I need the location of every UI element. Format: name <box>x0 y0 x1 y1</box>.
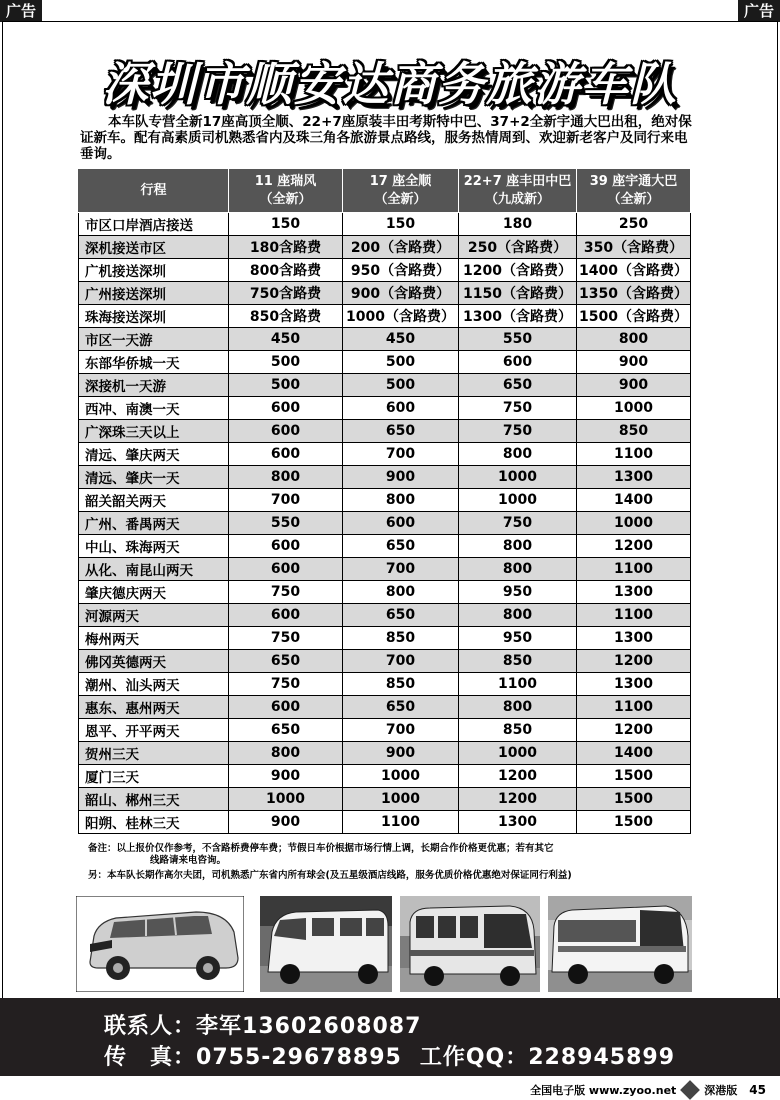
price-cell: 1000 <box>577 512 691 535</box>
price-cell: 800 <box>577 328 691 351</box>
price-cell: 900 <box>229 765 343 788</box>
price-cell: 850 <box>343 673 459 696</box>
column-header-line1: 17 座全顺 <box>369 173 432 189</box>
price-cell: 700 <box>343 443 459 466</box>
price-cell: 550 <box>229 512 343 535</box>
table-row <box>79 535 691 558</box>
price-cell: 650 <box>343 604 459 627</box>
table-row <box>79 811 691 834</box>
contact-person-line <box>104 1009 421 1040</box>
price-cell: 850 <box>459 719 577 742</box>
table-row <box>79 604 691 627</box>
price-cell: 800 <box>459 535 577 558</box>
price-cell: 650 <box>459 374 577 397</box>
table-row <box>79 466 691 489</box>
fax-number: 0755-29678895 <box>196 1045 402 1070</box>
price-cell: 600 <box>343 512 459 535</box>
route-cell: 厦门三天 <box>79 765 229 788</box>
diamond-logo-icon <box>680 1080 700 1100</box>
route-cell: 韶关韶关两天 <box>79 489 229 512</box>
price-cell: 650 <box>343 535 459 558</box>
price-cell: 1000 <box>343 788 459 811</box>
price-cell: 1100 <box>577 443 691 466</box>
price-cell: 850 <box>459 650 577 673</box>
table-row <box>79 213 691 236</box>
price-cell: 800 <box>459 443 577 466</box>
contact-person-label: 联系人： <box>104 1014 197 1039</box>
price-cell: 1000 <box>459 489 577 512</box>
column-header-line1: 11 座瑞风 <box>254 173 317 189</box>
route-cell: 深接机一天游 <box>79 374 229 397</box>
price-cell: 800 <box>343 489 459 512</box>
ad-tag-left: 广告 <box>0 0 42 22</box>
route-cell: 佛冈英德两天 <box>79 650 229 673</box>
column-header-line2: （九成新） <box>484 191 550 207</box>
route-cell: 肇庆德庆两天 <box>79 581 229 604</box>
route-cell: 潮州、汕头两天 <box>79 673 229 696</box>
price-cell: 900 <box>577 374 691 397</box>
price-cell: 1200 <box>459 788 577 811</box>
contact-person: 李军13602608087 <box>196 1014 422 1039</box>
route-cell: 广州接送深圳 <box>79 282 229 305</box>
price-table-body <box>79 213 691 834</box>
table-row <box>79 305 691 328</box>
column-header-line2: （全新） <box>259 191 312 207</box>
price-cell: 1300 <box>577 581 691 604</box>
column-header-line1: 39 座宇通大巴 <box>589 173 678 189</box>
price-cell: 600 <box>229 397 343 420</box>
price-cell: 1400 <box>577 489 691 512</box>
route-cell: 惠东、惠州两天 <box>79 696 229 719</box>
price-cell: 1300（含路费） <box>459 305 577 328</box>
footer-site: 全国电子版 www.zyoo.net <box>530 1084 677 1097</box>
price-cell: 750 <box>459 512 577 535</box>
price-cell: 900 <box>343 466 459 489</box>
vehicle-photos <box>76 896 692 992</box>
column-header <box>343 169 459 213</box>
price-cell: 600 <box>229 558 343 581</box>
price-cell: 750 <box>229 627 343 650</box>
price-cell: 650 <box>343 420 459 443</box>
price-cell: 650 <box>229 719 343 742</box>
price-cell: 800 <box>459 558 577 581</box>
route-cell: 西冲、南澳一天 <box>79 397 229 420</box>
price-cell: 1000 <box>459 466 577 489</box>
footer-edition: 深港版 <box>704 1084 738 1097</box>
price-cell: 1000（含路费） <box>343 305 459 328</box>
price-cell: 1000 <box>577 397 691 420</box>
price-cell: 750 <box>459 397 577 420</box>
route-cell: 中山、珠海两天 <box>79 535 229 558</box>
price-cell: 1100 <box>459 673 577 696</box>
column-header <box>79 169 229 213</box>
price-cell: 1500 <box>577 788 691 811</box>
price-cell: 1200 <box>577 650 691 673</box>
price-cell: 900 <box>343 742 459 765</box>
table-row <box>79 351 691 374</box>
price-cell: 1000 <box>459 742 577 765</box>
price-cell: 200（含路费） <box>343 236 459 259</box>
route-cell: 清远、肇庆一天 <box>79 466 229 489</box>
table-row <box>79 765 691 788</box>
price-cell: 1300 <box>577 627 691 650</box>
price-cell: 800 <box>459 604 577 627</box>
route-cell: 市区一天游 <box>79 328 229 351</box>
price-cell: 1500 <box>577 765 691 788</box>
intro-text: 本车队专营全新17座高顶全顺、22+7座原装丰田考斯特中巴、37+2全新宇通大巴出租，绝对保证新车。配有高素质司机熟悉省内及珠三角各旅游景点路线，服务热情周到、欢迎新老客户及同行来电垂询。 <box>80 114 692 162</box>
price-cell: 1300 <box>577 466 691 489</box>
price-cell: 900 <box>577 351 691 374</box>
price-cell: 800 <box>229 742 343 765</box>
table-row <box>79 259 691 282</box>
table-row <box>79 673 691 696</box>
price-cell: 850含路费 <box>229 305 343 328</box>
price-cell: 1100 <box>577 696 691 719</box>
price-cell: 1200 <box>577 535 691 558</box>
table-row <box>79 512 691 535</box>
price-cell: 650 <box>229 650 343 673</box>
price-cell: 500 <box>229 351 343 374</box>
route-cell: 阳朔、桂林三天 <box>79 811 229 834</box>
route-cell: 广州、番禺两天 <box>79 512 229 535</box>
price-cell: 150 <box>229 213 343 236</box>
price-cell: 600 <box>343 397 459 420</box>
qq-number: 228945899 <box>528 1045 676 1070</box>
fax-label: 传 真： <box>104 1045 197 1070</box>
contact-fax-line <box>104 1040 675 1071</box>
table-row <box>79 282 691 305</box>
price-cell: 1300 <box>577 673 691 696</box>
table-row <box>79 696 691 719</box>
intro-paragraph <box>80 114 692 162</box>
table-row <box>79 236 691 259</box>
price-cell: 600 <box>229 535 343 558</box>
price-cell: 550 <box>459 328 577 351</box>
table-row <box>79 397 691 420</box>
price-cell: 750含路费 <box>229 282 343 305</box>
price-cell: 800 <box>459 696 577 719</box>
coach-bus-photo <box>548 896 692 992</box>
price-cell: 700 <box>343 558 459 581</box>
price-cell: 1100 <box>577 604 691 627</box>
route-cell: 广深珠三天以上 <box>79 420 229 443</box>
price-cell: 180含路费 <box>229 236 343 259</box>
price-cell: 600 <box>229 443 343 466</box>
table-row <box>79 420 691 443</box>
notes <box>88 843 688 882</box>
price-cell: 600 <box>229 604 343 627</box>
price-cell: 600 <box>229 696 343 719</box>
route-cell: 从化、南昆山两天 <box>79 558 229 581</box>
price-cell: 250（含路费） <box>459 236 577 259</box>
price-cell: 700 <box>343 650 459 673</box>
route-cell: 河源两天 <box>79 604 229 627</box>
price-cell: 1150（含路费） <box>459 282 577 305</box>
price-cell: 1100 <box>577 558 691 581</box>
price-cell: 250 <box>577 213 691 236</box>
column-header <box>229 169 343 213</box>
price-cell: 450 <box>343 328 459 351</box>
price-cell: 1000 <box>229 788 343 811</box>
page-footer <box>530 1082 766 1098</box>
route-cell: 恩平、开平两天 <box>79 719 229 742</box>
price-cell: 650 <box>343 696 459 719</box>
table-row <box>79 627 691 650</box>
price-cell: 1100 <box>343 811 459 834</box>
price-cell: 800 <box>229 466 343 489</box>
route-cell: 梅州两天 <box>79 627 229 650</box>
price-cell: 950（含路费） <box>343 259 459 282</box>
price-cell: 800 <box>343 581 459 604</box>
route-cell: 深机接送市区 <box>79 236 229 259</box>
column-header-line1: 22+7 座丰田中巴 <box>463 173 572 189</box>
price-cell: 1400（含路费） <box>577 259 691 282</box>
qq-label: 工作QQ： <box>419 1045 529 1070</box>
price-cell: 750 <box>459 420 577 443</box>
price-cell: 950 <box>459 581 577 604</box>
column-header-line1: 行程 <box>140 182 167 198</box>
price-cell: 1200（含路费） <box>459 259 577 282</box>
table-row <box>79 581 691 604</box>
minibus-photo <box>400 896 540 992</box>
table-row <box>79 328 691 351</box>
price-cell: 1300 <box>459 811 577 834</box>
price-cell: 900 <box>229 811 343 834</box>
price-cell: 1200 <box>459 765 577 788</box>
price-cell: 700 <box>343 719 459 742</box>
price-cell: 850 <box>343 627 459 650</box>
price-cell: 150 <box>343 213 459 236</box>
column-header <box>577 169 691 213</box>
price-table-header <box>79 169 691 213</box>
price-cell: 1400 <box>577 742 691 765</box>
price-cell: 950 <box>459 627 577 650</box>
table-row <box>79 650 691 673</box>
price-cell: 700 <box>229 489 343 512</box>
table-row <box>79 489 691 512</box>
van-photo <box>260 896 392 992</box>
minivan-photo <box>76 896 244 992</box>
note-line-2: 另：本车队长期作高尔夫团，司机熟悉广东省内所有球会(及五星级酒店线路，服务优质价格优惠绝对保证同行利益) <box>88 870 572 881</box>
price-cell: 600 <box>459 351 577 374</box>
price-cell: 500 <box>229 374 343 397</box>
note-line-1: 备注：以上报价仅作参考，不含路桥费停车费；节假日车价根据市场行情上调，长期合作价格更优惠；若有其它 <box>88 843 554 854</box>
table-row <box>79 719 691 742</box>
price-cell: 800含路费 <box>229 259 343 282</box>
route-cell: 广机接送深圳 <box>79 259 229 282</box>
price-cell: 180 <box>459 213 577 236</box>
page-title: 深圳市顺安达商务旅游车队 <box>102 57 678 111</box>
price-cell: 1350（含路费） <box>577 282 691 305</box>
route-cell: 韶山、郴州三天 <box>79 788 229 811</box>
table-row <box>79 742 691 765</box>
price-cell: 750 <box>229 581 343 604</box>
route-cell: 珠海接送深圳 <box>79 305 229 328</box>
price-cell: 1000 <box>343 765 459 788</box>
price-cell: 1200 <box>577 719 691 742</box>
price-cell: 1500（含路费） <box>577 305 691 328</box>
price-table <box>78 168 691 834</box>
page-number: 45 <box>749 1083 766 1097</box>
table-row <box>79 443 691 466</box>
price-cell: 500 <box>343 374 459 397</box>
ad-tag-right: 广告 <box>738 0 780 22</box>
column-header-line2: （全新） <box>607 191 660 207</box>
route-cell: 贺州三天 <box>79 742 229 765</box>
route-cell: 清远、肇庆两天 <box>79 443 229 466</box>
price-cell: 450 <box>229 328 343 351</box>
route-cell: 东部华侨城一天 <box>79 351 229 374</box>
column-header-line2: （全新） <box>374 191 427 207</box>
price-cell: 600 <box>229 420 343 443</box>
table-row <box>79 788 691 811</box>
price-cell: 750 <box>229 673 343 696</box>
column-header <box>459 169 577 213</box>
price-cell: 850 <box>577 420 691 443</box>
route-cell: 市区口岸酒店接送 <box>79 213 229 236</box>
price-cell: 500 <box>343 351 459 374</box>
price-cell: 1500 <box>577 811 691 834</box>
price-cell: 350（含路费） <box>577 236 691 259</box>
table-row <box>79 558 691 581</box>
price-cell: 900（含路费） <box>343 282 459 305</box>
note-line-1b: 线路请来电咨询。 <box>150 855 227 866</box>
table-row <box>79 374 691 397</box>
